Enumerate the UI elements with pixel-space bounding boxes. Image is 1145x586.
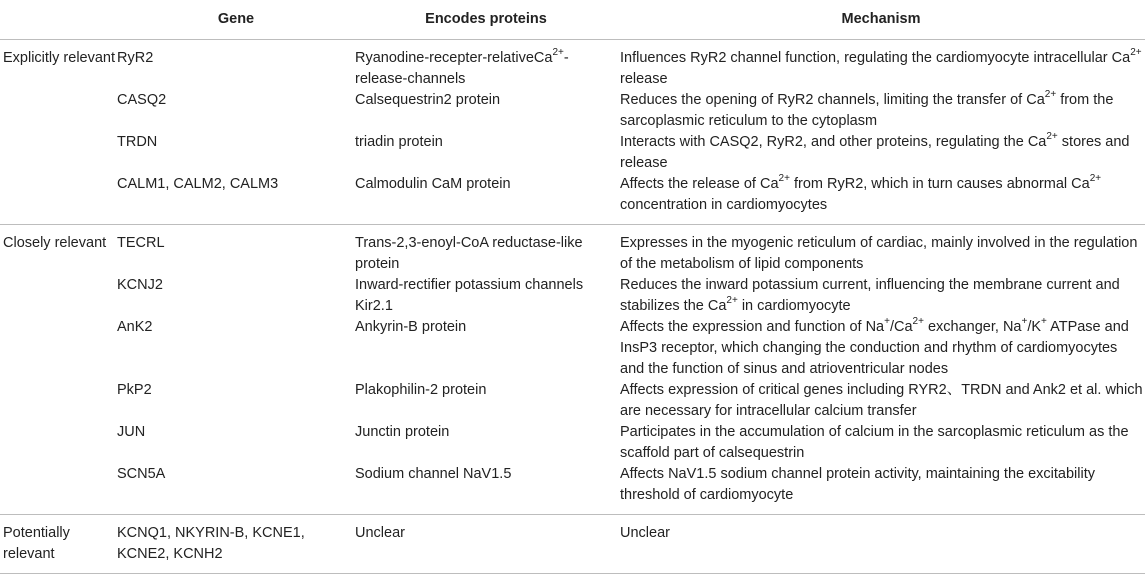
header-encodes: Encodes proteins <box>355 0 617 40</box>
mechanism-cell: Affects the release of $Ca^{2+}$ from RyR2, which in turn causes abnormal $Ca^{2+}$ concentration in cardiomyocytes <box>617 174 1145 225</box>
mechanism-cell: Participates in the accumulation of calcium in the sarcoplasmic reticulum as the scaffold part of calsequestrin <box>620 424 1129 461</box>
encodes-cell: Ankyrin-B protein <box>355 319 467 335</box>
gene-cell: CALM1, CALM2, CALM3 <box>117 174 355 225</box>
encodes-cell: Trans-2,3-enoyl-CoA reductase-like protein <box>355 235 583 272</box>
mechanism-cell: Affects the expression and function of $Na^+/Ca^{2+}$ exchanger, Na+/K+ ATPase and InsP3 receptor, which changing the conduction and rhythm of cardiomyocytes and the function of sinus and atrioventricular nodes <box>620 316 1129 377</box>
encodes-cell: Ryanodine-recepter-relativeCa$^{2+}$-release-channels <box>355 47 569 87</box>
encodes-cell: Calsequestrin2 protein <box>355 92 501 108</box>
table-row <box>0 40 1145 91</box>
table-row <box>0 380 1145 422</box>
category-cell: Explicitly relevant <box>0 40 117 225</box>
table-row <box>0 317 1145 380</box>
gene-cell: CASQ2 <box>117 92 167 108</box>
category-cell: Potentially relevant <box>0 515 117 574</box>
table-row <box>0 225 1145 276</box>
gene-cell: PkP2 <box>117 382 152 398</box>
gene-cell: SCN5A <box>117 464 355 515</box>
mechanism-cell: Interacts with CASQ2, RyR2, and other proteins, regulating the $Ca^{2+}$ stores and release <box>620 131 1130 171</box>
encodes-cell: Calmodulin CaM protein <box>355 174 617 225</box>
category-cell: Closely relevant <box>0 225 117 515</box>
mechanism-cell: Reduces the opening of RyR2 channels, limiting the transfer of $Ca^{2+}$ from the sarcoplasmic reticulum to the cytoplasm <box>620 89 1114 129</box>
header-row <box>0 0 1145 40</box>
gene-cell: KCNQ1, NKYRIN-B, KCNE1, KCNE2, KCNH2 <box>117 515 355 574</box>
table-row <box>0 422 1145 464</box>
table-row <box>0 515 1145 574</box>
gene-cell: TECRL <box>117 235 165 251</box>
mechanism-cell: Affects NaV1.5 sodium channel protein activity, maintaining the excitability threshold of cardiomyocyte <box>617 464 1145 515</box>
encodes-cell: Inward-rectifier potassium channels Kir2.1 <box>355 277 584 314</box>
table-row <box>0 464 1145 515</box>
header-category <box>0 0 117 40</box>
table-body <box>0 40 1145 574</box>
encodes-cell: triadin protein <box>355 134 443 150</box>
table-row <box>0 132 1145 174</box>
encodes-cell: Unclear <box>355 515 617 574</box>
gene-cell: TRDN <box>117 134 158 150</box>
gene-cell: AnK2 <box>117 319 153 335</box>
encodes-cell: Plakophilin-2 protein <box>355 382 487 398</box>
mechanism-cell: Affects expression of critical genes including RYR2、TRDN and Ank2 et al. which are necessary for intracellular calcium transfer <box>620 382 1143 419</box>
mechanism-cell: Influences RyR2 channel function, regulating the cardiomyocyte intracellular $Ca^{2+}$ release <box>620 47 1142 87</box>
header-mechanism: Mechanism <box>617 0 1145 40</box>
table-row <box>0 174 1145 225</box>
mechanism-cell: Expresses in the myogenic reticulum of cardiac, mainly involved in the regulation of the metabolism of lipid components <box>620 235 1138 272</box>
table-row <box>0 90 1145 132</box>
table-row <box>0 275 1145 317</box>
encodes-cell: Sodium channel NaV1.5 <box>355 464 617 515</box>
mechanism-cell: Unclear <box>617 515 1145 574</box>
mechanism-cell: Reduces the inward potassium current, influencing the membrane current and stabilizes the $Ca^{2+}$ in cardiomyocyte <box>620 277 1120 314</box>
encodes-cell: Junctin protein <box>355 424 450 440</box>
gene-cell: KCNJ2 <box>117 277 163 293</box>
gene-cell: JUN <box>117 424 146 440</box>
gene-cell: RyR2 <box>117 50 154 66</box>
header-gene: Gene <box>117 0 355 40</box>
